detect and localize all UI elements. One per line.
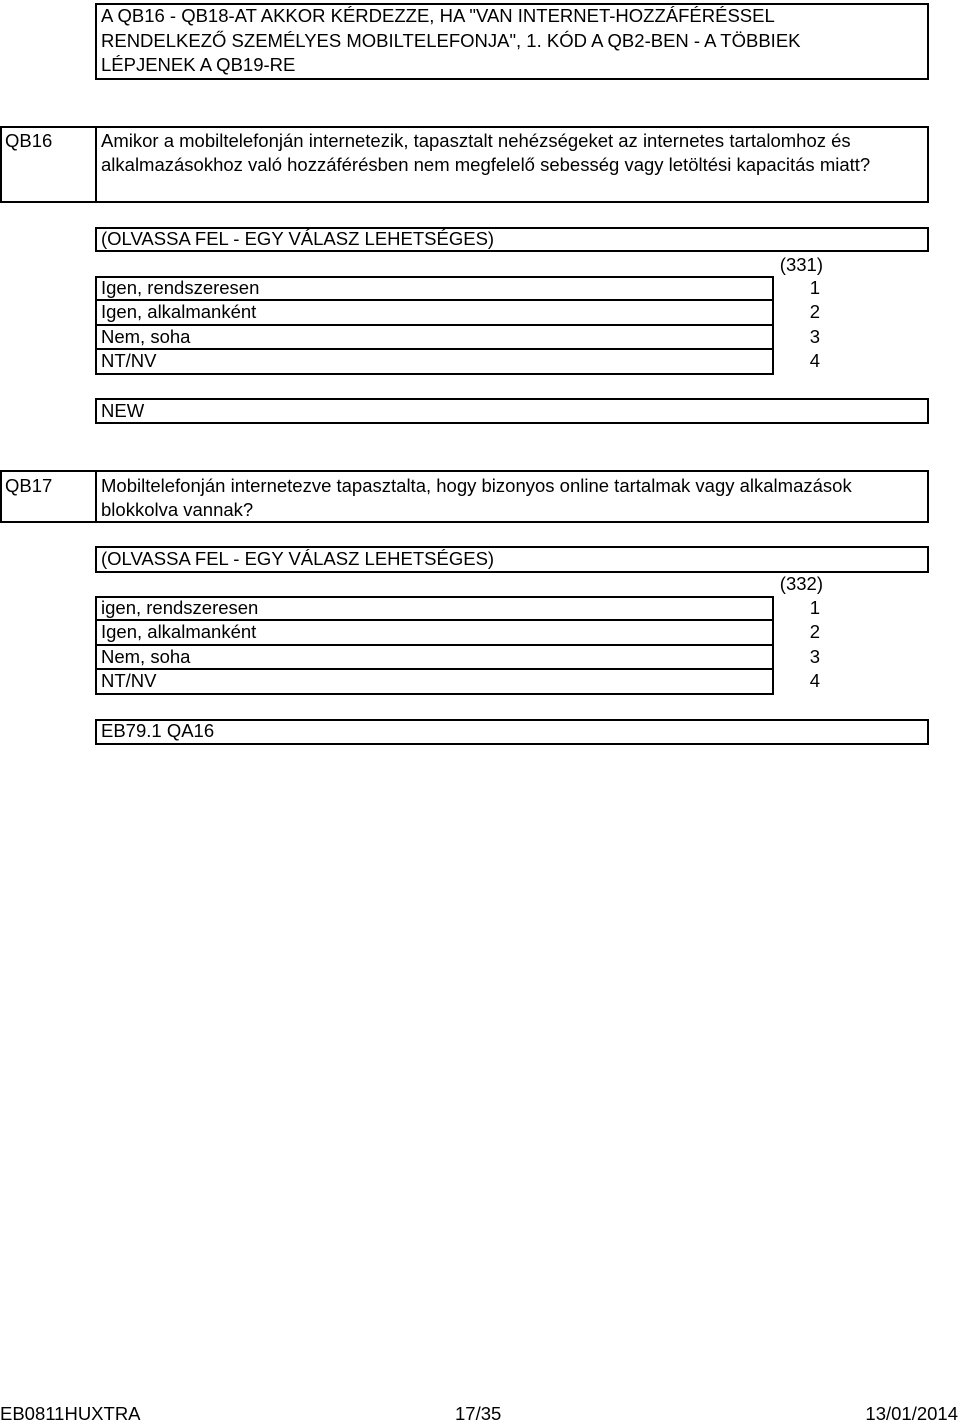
qb16-id: QB16 <box>5 130 53 151</box>
routing-note-line-3: LÉPJENEK A QB19-RE <box>101 54 296 75</box>
qb16-column-code: (331) <box>779 254 823 275</box>
footer-page-number: 17/35 <box>455 1403 502 1424</box>
qb16-answer-label-1: Igen, rendszeresen <box>101 277 260 298</box>
qb17-answer-code-2: 2 <box>809 621 820 642</box>
qb17-question-line-1: Mobiltelefonján internetezve tapasztalta, hogy bizonyos online tartalmak vagy alkalmazások <box>101 475 852 496</box>
qb17-instruction: (OLVASSA FEL - EGY VÁLASZ LEHETSÉGES) <box>101 548 495 569</box>
qb17-answer-code-1: 1 <box>809 597 820 618</box>
qb16-answer-label-3: Nem, soha <box>101 326 191 347</box>
qb16-answer-code-4: 4 <box>809 350 820 371</box>
footer-date: 13/01/2014 <box>865 1403 958 1424</box>
qb16-source-box <box>95 398 929 424</box>
qb16-answer-code-1: 1 <box>809 277 820 298</box>
qb17-answer-label-1: igen, rendszeresen <box>101 597 259 618</box>
routing-note-line-1: A QB16 - QB18-AT AKKOR KÉRDEZZE, HA "VAN INTERNET-HOZZÁFÉRÉSSEL <box>101 5 775 26</box>
routing-note-line-2: RENDELKEZŐ SZEMÉLYES MOBILTELEFONJA", 1. KÓD A QB2-BEN - A TÖBBIEK <box>101 30 801 51</box>
qb17-row-divider-3 <box>95 668 774 670</box>
qb17-id: QB17 <box>5 475 53 496</box>
qb16-question-line-1: Amikor a mobiltelefonján internetezik, tapasztalt nehézségeket az internetes tartalomhoz és <box>101 130 851 151</box>
qb17-source: EB79.1 QA16 <box>101 720 215 741</box>
footer-doc-id: EB0811HUXTRA <box>0 1403 141 1424</box>
qb17-column-code: (332) <box>779 573 823 594</box>
qb17-answer-label-3: Nem, soha <box>101 646 191 667</box>
qb16-answer-code-3: 3 <box>809 326 820 347</box>
qb16-answer-label-2: Igen, alkalmanként <box>101 301 257 322</box>
qb17-answer-code-3: 3 <box>809 646 820 667</box>
qb17-question-line-2: blokkolva vannak? <box>101 499 254 520</box>
qb17-answer-label-2: Igen, alkalmanként <box>101 621 257 642</box>
qb16-question-line-2: alkalmazásokhoz való hozzáférésben nem megfelelő sebesség vagy letöltési kapacitás miatt? <box>101 154 871 175</box>
qb17-source-box <box>95 719 929 745</box>
qb16-source: NEW <box>101 400 145 421</box>
qb16-answer-code-2: 2 <box>809 301 820 322</box>
qb16-row-divider-3 <box>95 348 774 350</box>
qb16-answer-label-4: NT/NV <box>101 350 157 371</box>
qb17-answer-label-4: NT/NV <box>101 670 157 691</box>
qb17-answer-code-4: 4 <box>809 670 820 691</box>
qb16-instruction: (OLVASSA FEL - EGY VÁLASZ LEHETSÉGES) <box>101 228 495 249</box>
